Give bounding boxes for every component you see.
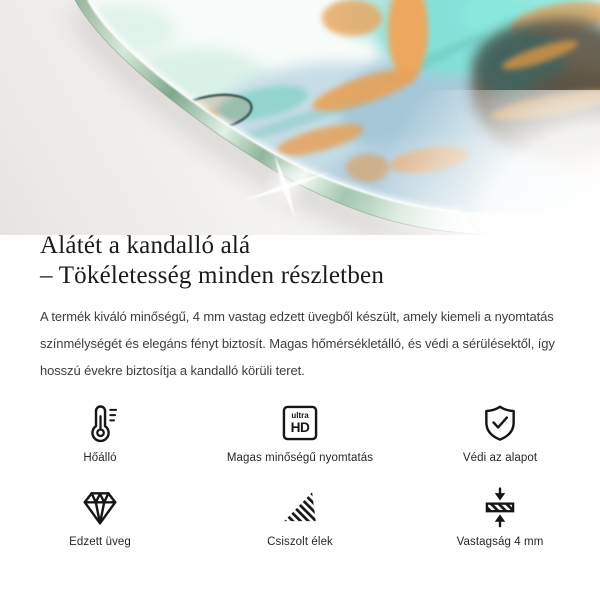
diamond-icon: [79, 486, 121, 528]
page-title: [40, 231, 570, 291]
product-hero-image: [0, 0, 600, 235]
thermometer-icon: [79, 402, 121, 444]
feature-label: Magas minőségű nyomtatás: [226, 452, 374, 464]
glass-disc-illustration: [0, 0, 600, 235]
feature-label: Védi az alapot: [462, 452, 538, 464]
feature-heat-resistant: [79, 402, 121, 464]
ultra-hd-badge-top: ultra: [291, 410, 309, 420]
thickness-icon: [479, 486, 521, 528]
polished-edges-icon: [279, 486, 321, 528]
feature-label: Hőálló: [83, 452, 117, 464]
shield-check-icon: [479, 402, 521, 444]
ultra-hd-icon: [279, 402, 321, 444]
page-title-line2: – Tökéletesség minden részletben: [40, 262, 385, 289]
feature-tempered-glass: [69, 486, 131, 548]
feature-label: Csiszolt élek: [267, 536, 333, 548]
feature-label: Vastagság 4 mm: [456, 536, 544, 548]
page-title-line1: Alátét a kandalló alá: [40, 232, 251, 259]
product-description: A termék kiváló minőségű, 4 mm vastag edzett üvegből készült, amely kiemeli a nyomtatás színmélységét és elegáns fényt biztosít. Magas hőmérsékletálló, és védi a sérülésektől, így hosszú évekre biztosítja a kandalló körüli teret.: [40, 309, 555, 378]
feature-protects-base: [463, 402, 537, 464]
feature-label: Edzett üveg: [69, 536, 131, 548]
ultra-hd-badge-bottom: HD: [290, 420, 310, 436]
feature-print-quality: [227, 402, 373, 464]
feature-polished-edges: [267, 486, 333, 548]
feature-grid: [0, 402, 600, 548]
feature-thickness: [457, 486, 544, 548]
